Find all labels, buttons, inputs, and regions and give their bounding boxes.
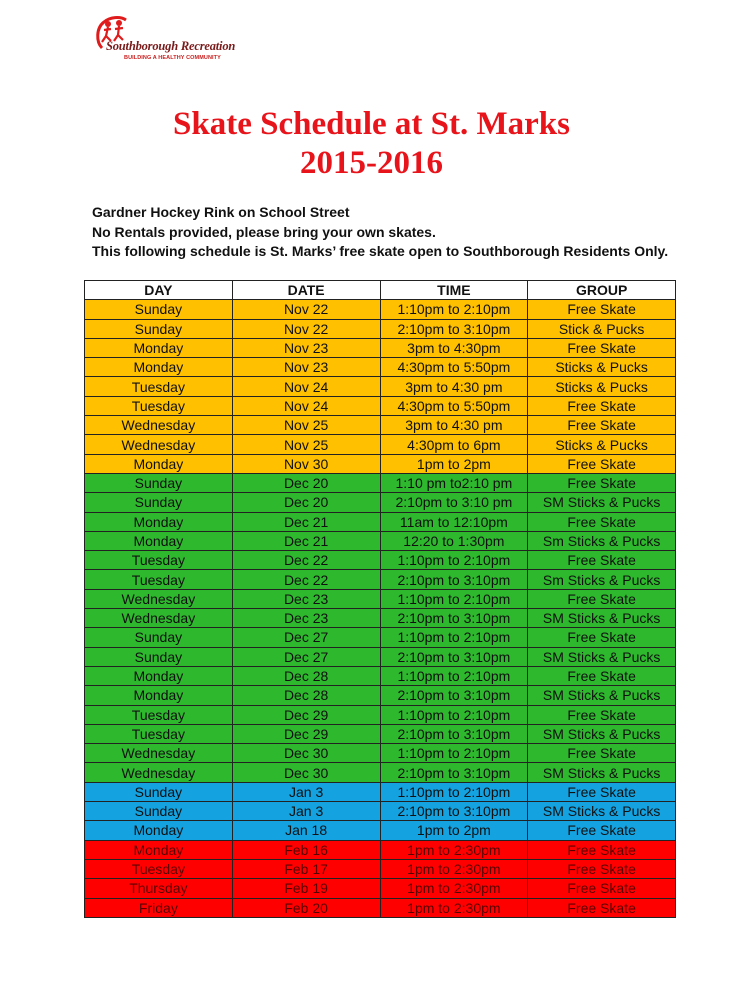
table-row [85,802,676,821]
table-row [85,763,676,782]
cell-day: Tuesday [85,705,233,724]
cell-date: Dec 20 [232,473,380,492]
cell-time: 2:10pm to 3:10pm [380,802,528,821]
table-header-row [85,281,676,300]
cell-day: Sunday [85,628,233,647]
cell-time: 2:10pm to 3:10pm [380,724,528,743]
cell-time: 3pm to 4:30pm [380,338,528,357]
cell-date: Nov 23 [232,338,380,357]
cell-day: Sunday [85,647,233,666]
cell-date: Feb 16 [232,840,380,859]
header-day: DAY [85,281,233,300]
cell-group: Sticks & Pucks [528,435,676,454]
table-row [85,570,676,589]
table-row [85,416,676,435]
table-row [85,686,676,705]
cell-date: Dec 22 [232,570,380,589]
cell-date: Dec 23 [232,609,380,628]
cell-group: Free Skate [528,744,676,763]
note-residents: This following schedule is St. Marks’ free skate open to Southborough Residents Only. [92,243,669,259]
cell-date: Dec 30 [232,763,380,782]
table-body [85,300,676,918]
cell-time: 2:10pm to 3:10pm [380,686,528,705]
cell-date: Dec 20 [232,493,380,512]
cell-time: 1:10pm to 2:10pm [380,551,528,570]
cell-group: Free Skate [528,416,676,435]
logo-name: Southborough Recreation [106,39,236,53]
cell-time: 2:10pm to 3:10 pm [380,493,528,512]
logo [94,14,254,66]
cell-day: Wednesday [85,763,233,782]
cell-time: 1:10pm to 2:10pm [380,782,528,801]
cell-date: Feb 17 [232,859,380,878]
table-row [85,840,676,859]
cell-time: 4:30pm to 5:50pm [380,396,528,415]
cell-day: Tuesday [85,396,233,415]
table-row [85,879,676,898]
cell-group: SM Sticks & Pucks [528,724,676,743]
note-rentals: No Rentals provided, please bring your own skates. [92,223,436,240]
page-title: Skate Schedule at St. Marks [173,106,570,142]
cell-time: 1:10 pm to2:10 pm [380,473,528,492]
cell-date: Dec 27 [232,628,380,647]
cell-time: 2:10pm to 3:10pm [380,570,528,589]
cell-day: Sunday [85,782,233,801]
cell-day: Tuesday [85,570,233,589]
cell-day: Wednesday [85,744,233,763]
table-row [85,724,676,743]
table-row [85,435,676,454]
cell-date: Dec 23 [232,589,380,608]
cell-day: Monday [85,512,233,531]
cell-group: Free Skate [528,898,676,917]
cell-time: 1:10pm to 2:10pm [380,628,528,647]
table-row [85,705,676,724]
table-row [85,338,676,357]
table-row [85,473,676,492]
cell-time: 1:10pm to 2:10pm [380,589,528,608]
cell-day: Monday [85,666,233,685]
cell-date: Nov 25 [232,416,380,435]
table-row [85,300,676,319]
cell-date: Dec 29 [232,705,380,724]
cell-date: Dec 28 [232,666,380,685]
table-row [85,609,676,628]
schedule-table [84,280,676,918]
table-row [85,531,676,550]
cell-time: 1pm to 2pm [380,454,528,473]
cell-group: SM Sticks & Pucks [528,609,676,628]
table-row [85,628,676,647]
cell-group: SM Sticks & Pucks [528,763,676,782]
cell-group: SM Sticks & Pucks [528,686,676,705]
cell-time: 1pm to 2:30pm [380,879,528,898]
table-row [85,551,676,570]
cell-day: Tuesday [85,724,233,743]
cell-day: Wednesday [85,416,233,435]
table-row [85,512,676,531]
header-group: GROUP [528,281,676,300]
cell-group: Free Skate [528,473,676,492]
cell-group: Sticks & Pucks [528,358,676,377]
cell-day: Tuesday [85,859,233,878]
cell-date: Jan 3 [232,802,380,821]
cell-group: Free Skate [528,666,676,685]
header-time: TIME [380,281,528,300]
cell-date: Jan 18 [232,821,380,840]
cell-time: 1:10pm to 2:10pm [380,744,528,763]
cell-time: 1:10pm to 2:10pm [380,300,528,319]
cell-group: Sm Sticks & Pucks [528,570,676,589]
cell-group: Free Skate [528,512,676,531]
cell-day: Sunday [85,493,233,512]
table-row [85,377,676,396]
cell-time: 11am to 12:10pm [380,512,528,531]
cell-day: Monday [85,686,233,705]
cell-group: Free Skate [528,396,676,415]
cell-day: Tuesday [85,551,233,570]
cell-group: SM Sticks & Pucks [528,802,676,821]
table-row [85,782,676,801]
cell-date: Nov 24 [232,377,380,396]
table-row [85,821,676,840]
cell-day: Monday [85,358,233,377]
cell-date: Dec 29 [232,724,380,743]
cell-day: Monday [85,821,233,840]
cell-group: Stick & Pucks [528,319,676,338]
cell-day: Wednesday [85,609,233,628]
table-row [85,666,676,685]
cell-time: 2:10pm to 3:10pm [380,647,528,666]
table-row [85,454,676,473]
cell-time: 12:20 to 1:30pm [380,531,528,550]
schedule-notes [92,203,668,262]
table-row [85,396,676,415]
cell-time: 3pm to 4:30 pm [380,416,528,435]
cell-day: Wednesday [85,435,233,454]
cell-day: Monday [85,454,233,473]
cell-group: Free Skate [528,782,676,801]
page-subtitle-year: 2015-2016 [300,145,443,181]
cell-group: Free Skate [528,821,676,840]
cell-date: Dec 27 [232,647,380,666]
cell-group: Free Skate [528,338,676,357]
cell-group: Free Skate [528,705,676,724]
cell-day: Sunday [85,300,233,319]
cell-date: Feb 19 [232,879,380,898]
cell-time: 1pm to 2:30pm [380,859,528,878]
cell-day: Monday [85,531,233,550]
cell-day: Sunday [85,802,233,821]
table-row [85,898,676,917]
cell-group: SM Sticks & Pucks [528,647,676,666]
table-row [85,358,676,377]
table-row [85,589,676,608]
cell-time: 2:10pm to 3:10pm [380,609,528,628]
cell-time: 1:10pm to 2:10pm [380,666,528,685]
table-row [85,319,676,338]
cell-date: Nov 25 [232,435,380,454]
cell-day: Tuesday [85,377,233,396]
cell-date: Nov 30 [232,454,380,473]
cell-group: Free Skate [528,454,676,473]
cell-group: Free Skate [528,628,676,647]
cell-date: Nov 22 [232,319,380,338]
cell-time: 3pm to 4:30 pm [380,377,528,396]
cell-date: Dec 28 [232,686,380,705]
cell-day: Wednesday [85,589,233,608]
cell-day: Monday [85,840,233,859]
cell-date: Nov 24 [232,396,380,415]
cell-day: Sunday [85,319,233,338]
cell-group: Free Skate [528,859,676,878]
cell-day: Thursday [85,879,233,898]
cell-group: Free Skate [528,589,676,608]
cell-time: 2:10pm to 3:10pm [380,319,528,338]
cell-time: 4:30pm to 5:50pm [380,358,528,377]
header-date: DATE [232,281,380,300]
table-row [85,859,676,878]
cell-group: Free Skate [528,300,676,319]
cell-time: 1pm to 2pm [380,821,528,840]
cell-group: Free Skate [528,551,676,570]
cell-group: Sticks & Pucks [528,377,676,396]
cell-day: Monday [85,338,233,357]
cell-date: Jan 3 [232,782,380,801]
table-row [85,647,676,666]
cell-date: Nov 23 [232,358,380,377]
cell-time: 1:10pm to 2:10pm [380,705,528,724]
table-row [85,493,676,512]
cell-time: 2:10pm to 3:10pm [380,763,528,782]
cell-group: Free Skate [528,879,676,898]
cell-date: Dec 21 [232,531,380,550]
cell-day: Friday [85,898,233,917]
cell-date: Dec 21 [232,512,380,531]
cell-date: Nov 22 [232,300,380,319]
cell-date: Dec 22 [232,551,380,570]
cell-date: Feb 20 [232,898,380,917]
cell-group: Free Skate [528,840,676,859]
cell-group: Sm Sticks & Pucks [528,531,676,550]
note-location: Gardner Hockey Rink on School Street [92,204,350,220]
table-row [85,744,676,763]
cell-time: 1pm to 2:30pm [380,898,528,917]
cell-group: SM Sticks & Pucks [528,493,676,512]
cell-day: Sunday [85,473,233,492]
cell-time: 1pm to 2:30pm [380,840,528,859]
logo-tagline: BUILDING A HEALTHY COMMUNITY [124,55,221,61]
cell-time: 4:30pm to 6pm [380,435,528,454]
cell-date: Dec 30 [232,744,380,763]
